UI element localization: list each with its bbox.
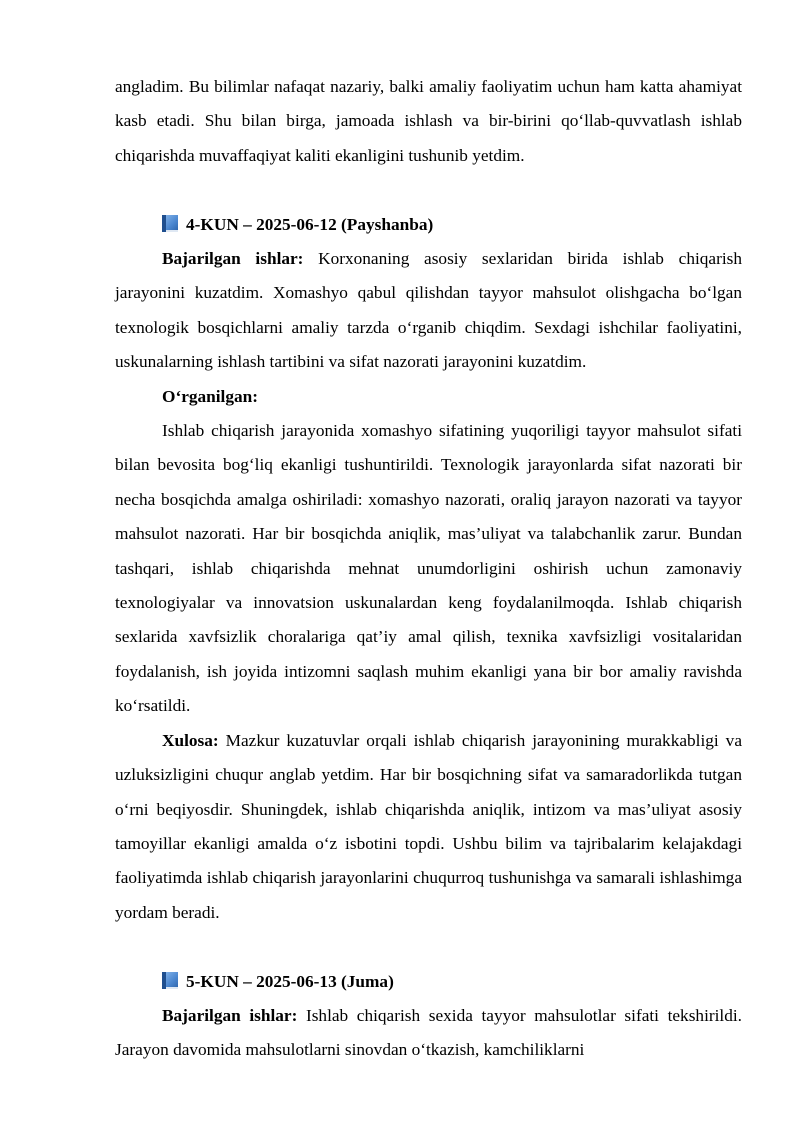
day4-learned-label-paragraph [115, 380, 742, 414]
document-body [115, 70, 742, 1068]
day4-conclusion-label: Xulosa: [162, 730, 219, 750]
day4-conclusion-paragraph [115, 724, 742, 930]
day4-conclusion-text: Mazkur kuzatuvlar orqali ishlab chiqarish jarayonining murakkabligi va uzluksizligini chuqur anglab yetdim. Har bir bosqichning sifat va samaradorlikda tutgan o‘rni beqiyosdir. Shuningdek, ishlab chiqarishda aniqlik, intizom va mas’uliyat asosiy tamoyillar ekanligi amalda o‘z isbotini topdi. Ushbu bilim va tajribalarim kelajakdagi faoliyatimda ishlab chiqarish jarayonlarini chuqurroq tushunishga va samarali ishlashimga yordam beradi. [115, 730, 742, 922]
day4-learned-label: O‘rganilgan: [162, 386, 259, 406]
day4-done-text: Korxonaning asosiy sexlaridan birida ishlab chiqarish jarayonini kuzatdim. Xomashyo qabul qilishdan tayyor mahsulot olishgacha bo‘lgan texnologik bosqichlarni amaliy tarzda o‘rganib chiqdim. Sexdagi ishchilar faoliyatini, uskunalarning ishlash tartibini va sifat nazorati jarayonini kuzatdim. [115, 249, 742, 372]
day4-heading [162, 208, 742, 242]
intro-paragraph: angladim. Bu bilimlar nafaqat nazariy, balki amaliy faoliyatim uchun ham katta ahamiyat kasb etadi. Shu bilan birga, jamoada ishlash va bir-birini qo‘llab-quvvatlash ishlab chiqarishda muvaffaqiyat kaliti ekanligini tushunib yetdim. [115, 77, 742, 165]
book-icon [162, 972, 178, 989]
section-spacer [115, 173, 742, 207]
day5-done-text: Ishlab chiqarish sexida tayyor mahsulotlar sifati tekshirildi. Jarayon davomida mahsulotlarni sinovdan o‘tkazish, kamchiliklarni [115, 1005, 742, 1060]
section-spacer [115, 930, 742, 964]
day4-done-paragraph [115, 242, 742, 380]
day4-learned-paragraph: Ishlab chiqarish jarayonida xomashyo sifatining yuqoriligi tayyor mahsulot sifati bilan bevosita bog‘liq ekanligi tushuntirildi. Texnologik jarayonlarda sifat nazorati bir necha bosqichda amalga oshiriladi: xomashyo nazorati, oraliq jarayon nazorati va tayyor mahsulot nazorati. Har bir bosqichda aniqlik, mas’uliyat va talabchanlik zarur. Bundan tashqari, ishlab chiqarishda mehnat unumdorligini oshirish uchun zamonaviy texnologiyalar va innovatsion uskunalardan keng foydalanilmoqda. Ishlab chiqarish sexlarida xavfsizlik choralariga qat’iy amal qilish, texnika xavfsizligi vositalaridan foydalanish, ish joyida intizomni saqlash muhim ekanligi yana bir bor amaliy ravishda ko‘rsatildi. [115, 421, 742, 716]
day5-done-paragraph [115, 999, 742, 1068]
day5-done-label: Bajarilgan ishlar: [162, 1005, 298, 1025]
day4-done-label: Bajarilgan ishlar: [162, 249, 304, 269]
book-icon [162, 215, 178, 232]
day4-heading-text: 4-KUN – 2025-06-12 (Payshanba) [186, 214, 434, 234]
day5-heading [162, 965, 742, 999]
day5-heading-text: 5-KUN – 2025-06-13 (Juma) [186, 971, 394, 991]
